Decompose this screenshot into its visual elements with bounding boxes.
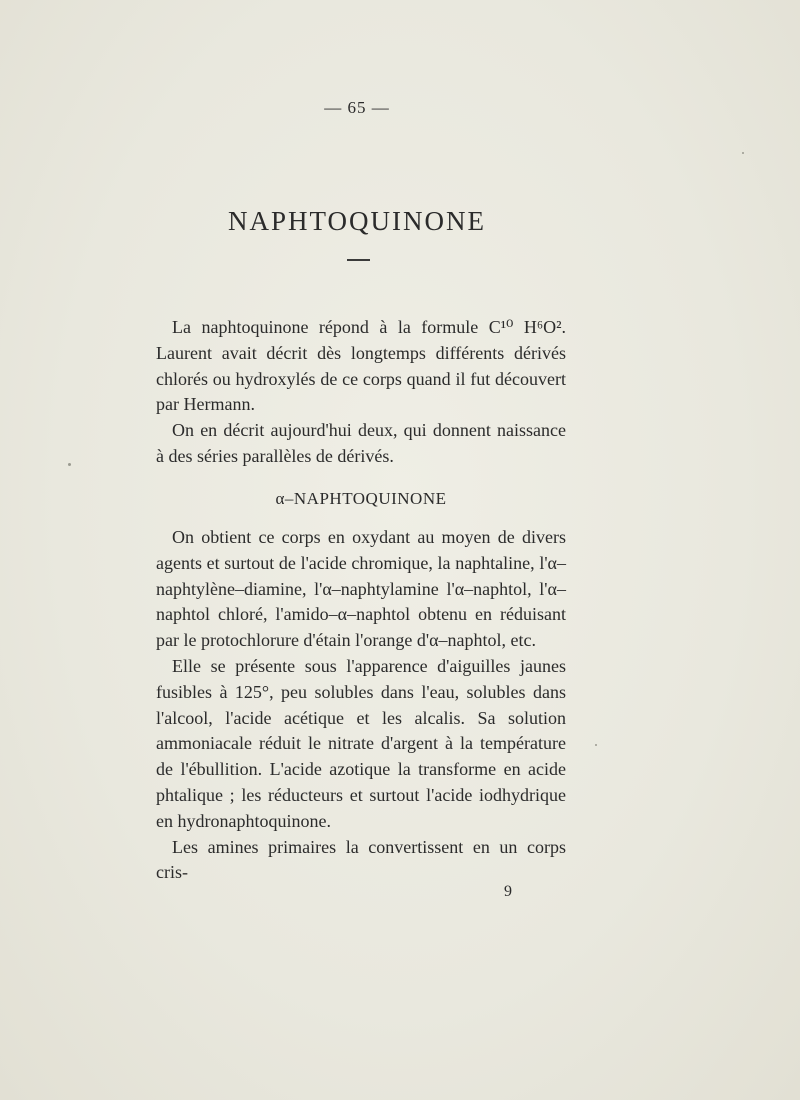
- paper-speck: [68, 463, 71, 466]
- page-number: — 65 —: [324, 98, 390, 117]
- intro-paragraph: On en décrit aujourd'hui deux, qui donnent naissance à des séries parallèles de dérivés.: [156, 420, 566, 466]
- paper-speck: [742, 152, 744, 154]
- section-paragraph: Les amines primaires la convertissent en un corps cris-: [156, 836, 566, 883]
- section-heading: α–NAPHTOQUINONE: [275, 489, 447, 508]
- section-paragraph: On obtient ce corps en oxydant au moyen de divers agents et surtout de l'acide chromique, la naphtaline, l'α–naphtylène–diamine, l'α–naphtylamine l'α–naphtol, l'α–naphtol chloré, l'amido–α–naphtol obtenu en réduisant par le protochlorure d'étain l'orange d'α–naphtol, etc.: [156, 527, 566, 651]
- intro-paragraph: La naphtoquinone répond à la formule C¹⁰ H⁶O². Laurent avait décrit dès longtemps différents dérivés chlorés ou hydroxylés de ce corps quand il fut découvert par Hermann.: [156, 317, 566, 415]
- paper-speck: [595, 744, 597, 746]
- section-paragraph: Elle se présente sous l'apparence d'aiguilles jaunes fusibles à 125°, peu solubles dans l'eau, solubles dans l'alcool, l'acide acétique et les alcalis. Sa solution ammoniacale réduit le nitrate d'argent à la température de l'ébullition. L'acide azotique la transforme en acide phtalique ; les réducteurs et surtout l'acide iodhydrique en hydronaphtoquinone.: [156, 655, 566, 831]
- page-title: NAPHTOQUINONE: [228, 206, 486, 236]
- section-text: [156, 525, 566, 886]
- intro-text: [156, 315, 566, 470]
- title-rule: [347, 259, 370, 261]
- signature-mark: 9: [504, 883, 512, 900]
